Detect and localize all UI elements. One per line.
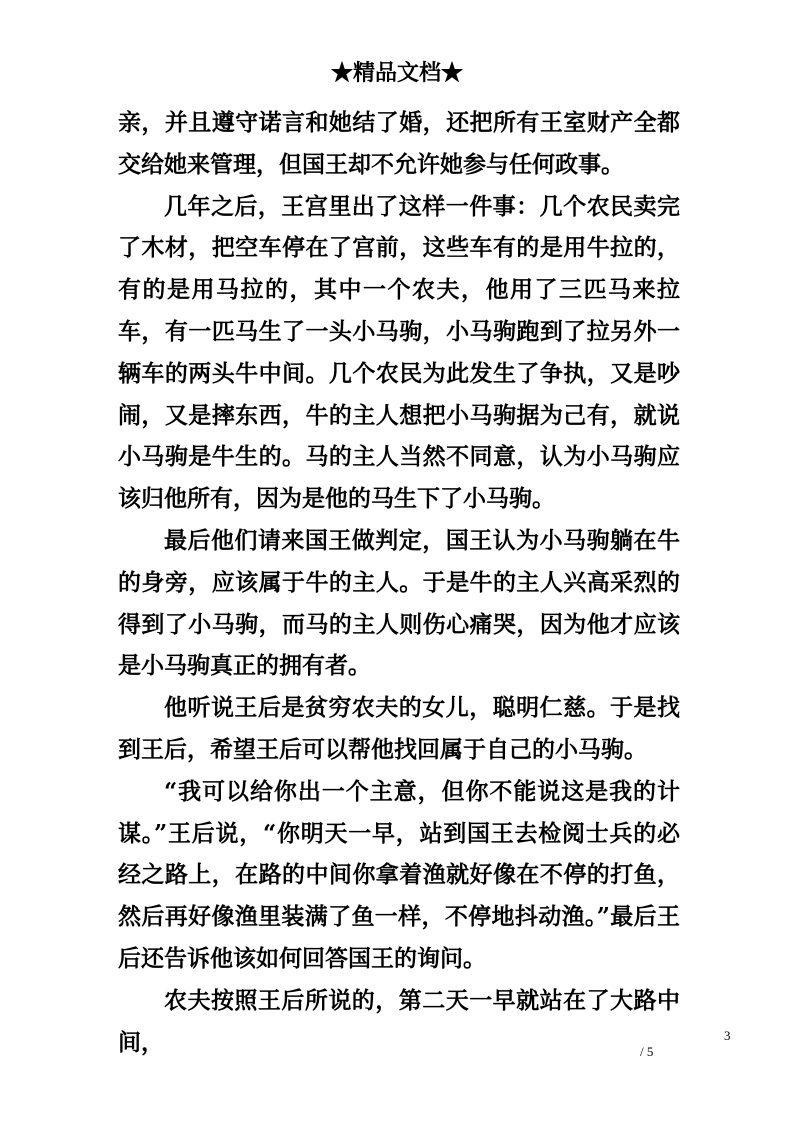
paragraph: 农夫按照王后所说的，第二天一早就站在了大路中间， [118, 986, 680, 1056]
paragraph: 亲，并且遵守诺言和她结了婚，还把所有王室财产全都交给她来管理，但国王却不允许她参与任何政事。 [118, 109, 680, 178]
page-number: 3 [724, 1028, 731, 1043]
paragraph: 最后他们请来国王做判定，国王认为小马驹躺在牛的身旁，应该属于牛的主人。于是牛的主人兴高采烈的得到了小马驹，而马的主人则伤心痛哭，因为他才应该是小马驹真正的拥有者。 [118, 526, 680, 680]
document-header-title: ★精品文档★ [330, 60, 463, 86]
document-body [118, 102, 680, 1063]
paragraph: “我可以给你出一个主意，但你不能说这是我的计谋。”王后说，“你明天一早，站到国王去检阅士兵的必经之路上，在路的中间你拿着渔就好像在不停的打鱼，然后再好像渔里装满了鱼一样，不停地抖动渔。”最后王后还告诉他该如何回答国王的询问。 [118, 777, 680, 972]
page-total: / 5 [640, 1044, 654, 1059]
paragraph: 他听说王后是贫穷农夫的女儿，聪明仁慈。于是找到王后，希望王后可以帮他找回属于自己的小马驹。 [118, 694, 680, 763]
paragraph: 几年之后，王宫里出了这样一件事：几个农民卖完了木材，把空车停在了宫前，这些车有的是用牛拉的，有的是用马拉的，其中一个农夫，他用了三匹马来拉车，有一匹马生了一头小马驹，小马驹跑到了拉另外一辆车的两头牛中间。几个农民为此发生了争执，又是吵闹，又是摔东西，牛的主人想把小马驹据为己有，就说小马驹是牛生的。马的主人当然不同意，认为小马驹应该归他所有，因为是他的马生下了小马驹。 [118, 192, 680, 513]
